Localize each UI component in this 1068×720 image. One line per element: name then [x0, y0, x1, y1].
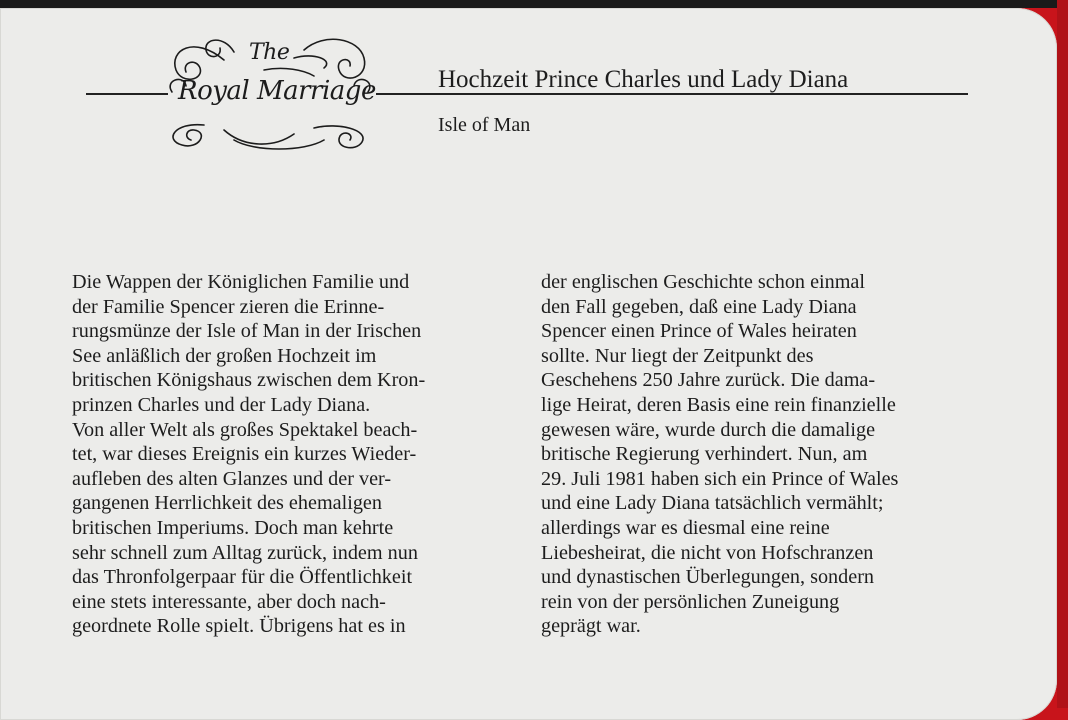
text-line: 29. Juli 1981 haben sich ein Prince of Wales — [541, 467, 899, 490]
text-line: der Familie Spencer zieren die Erinne- — [72, 295, 385, 318]
logo-the-text: The — [249, 40, 290, 65]
text-line: prinzen Charles und der Lady Diana. — [72, 393, 371, 416]
text-line: Geschehens 250 Jahre zurück. Die dama- — [541, 369, 876, 392]
text-column-left — [72, 270, 532, 639]
text-column-right — [541, 270, 981, 639]
text-line: gangenen Herrlichkeit des ehemaligen — [72, 492, 382, 515]
text-line: sollte. Nur liegt der Zeitpunkt des — [541, 344, 814, 367]
text-line: britischen Imperiums. Doch man kehrte — [72, 516, 394, 539]
text-line: Von aller Welt als großes Spektakel beach- — [72, 418, 418, 441]
text-line: und dynastischen Überlegungen, sondern — [541, 566, 875, 589]
text-line: tet, war dieses Ereignis ein kurzes Wieder- — [72, 443, 417, 466]
page-subtitle: Isle of Man — [438, 114, 531, 136]
logo-royal-marriage-text: Royal Marriage — [178, 76, 376, 106]
header-rule-left — [86, 93, 168, 95]
text-line: der englischen Geschichte schon einmal — [541, 271, 866, 293]
text-line: See anläßlich der großen Hochzeit im — [72, 344, 377, 367]
page-title: Hochzeit Prince Charles und Lady Diana — [438, 66, 849, 93]
text-line: den Fall gegeben, daß eine Lady Diana — [541, 295, 857, 318]
text-line: geordnete Rolle spielt. Übrigens hat es in — [72, 615, 406, 638]
text-line: und eine Lady Diana tatsächlich vermählt; — [541, 492, 884, 515]
text-line: Spencer einen Prince of Wales heiraten — [541, 320, 857, 343]
text-line: britischen Königshaus zwischen dem Kron- — [72, 369, 426, 392]
text-line: das Thronfolgerpaar für die Öffentlichkeit — [72, 566, 413, 589]
text-line: rungsmünze der Isle of Man in der Irischen — [72, 320, 422, 343]
text-line: allerdings war es diesmal eine reine — [541, 516, 830, 539]
text-line: britische Regierung verhindert. Nun, am — [541, 443, 868, 466]
text-line: eine stets interessante, aber doch nach- — [72, 590, 386, 613]
text-line: Liebesheirat, die nicht von Hofschranzen — [541, 541, 874, 564]
text-line: lige Heirat, deren Basis eine rein finanzielle — [541, 393, 896, 416]
text-line: rein von der persönlichen Zuneigung — [541, 590, 840, 613]
background-right-edge — [1057, 0, 1068, 708]
text-line: Die Wappen der Königlichen Familie und — [72, 271, 410, 293]
text-line: aufleben des alten Glanzes und der ver- — [72, 467, 392, 490]
text-line: gewesen wäre, wurde durch die damalige — [541, 418, 876, 441]
background-top-strip — [0, 0, 1068, 8]
royal-marriage-logo — [164, 30, 376, 154]
text-line: geprägt war. — [541, 615, 641, 638]
text-line: sehr schnell zum Alltag zurück, indem nun — [72, 541, 418, 564]
